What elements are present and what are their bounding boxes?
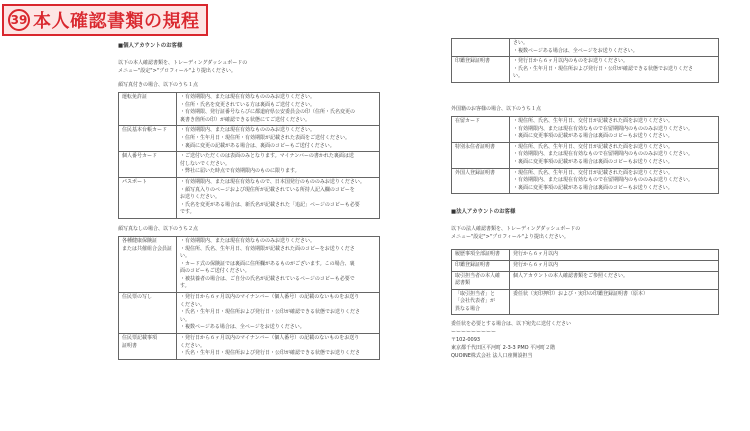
company-dept: QUOINE株式会社 法人口座開設担当 — [451, 353, 533, 360]
doc-name: 個人番号カード — [119, 152, 177, 178]
table-row — [452, 39, 719, 57]
photo-id-table — [118, 92, 380, 219]
right-column — [451, 38, 719, 360]
foreign-id-table — [451, 116, 719, 194]
divider: ーーーーーーーーー — [451, 329, 497, 336]
doc-requirements: ・現住所、氏名、生年月日、交付日が記載された面をお送りください。 ・有効期限内、または現在有効なもので在留期間内のもののみお送りください。 ・裏面に変更事項の記載がある場合は裏面のコピーもお送りください。 — [510, 168, 719, 194]
table-row — [452, 260, 719, 271]
personal-intro: 以下の本人確認書類を、トレーディングダッシュボードの メニュー"設定">"プロフィール"より提出ください。 — [118, 60, 248, 74]
doc-requirements: ・有効期限内、または現在有効なもののみお送りください。 ・住所・生年月日・現住所・有効期限が記載された表面をご送付ください。 ・裏面に変更の記載がある場合は、裏面のコピーもご送付ください。 — [177, 126, 380, 152]
continued-table — [451, 38, 719, 83]
doc-requirements: 委任状（実印押印）および・実印の印鑑登録証明書（原本） — [510, 289, 719, 315]
table-row — [119, 93, 380, 126]
table-row — [452, 168, 719, 194]
doc-name: 印鑑登録証明書 — [452, 57, 510, 83]
table-row — [119, 334, 380, 360]
table-row — [452, 250, 719, 261]
doc-name: 取引担当者の本人確 認書類 — [452, 271, 510, 289]
doc-requirements: ・現住所、氏名、生年月日、交付日が記載された面をお送りください。 ・有効期限内、または現在有効なもので在留期間内のもののみお送りください。 ・裏面に変更事項の記載がある場合は裏面のコピーもお送りください。 — [510, 116, 719, 142]
doc-requirements: さい。 ・複数ページある場合は、全ページをお送りください。 — [510, 39, 719, 57]
doc-name: 運転免許証 — [119, 93, 177, 126]
doc-name: 履歴事項全部証明書 — [452, 250, 510, 261]
page-title: 本人確認書類の規程 — [33, 11, 200, 32]
foreign-id-label: 外国籍のお客様の場合、以下のうち１点 — [451, 105, 542, 112]
doc-requirements: ・有効期限内、または現在有効なもので、日本国発行のもののみお送りください。 ・顔写真入りのページおよび現住所が記載されている所持人記入欄のコピーを お送りください。 ・氏名を変更がある場合は、新氏名が記載された「追記」ページのコピーも必要 です。 — [177, 177, 380, 218]
doc-requirements: ・現住所、氏名、生年月日、交付日が記載された面をお送りください。 ・有効期限内、または現在有効なもので在留期間内のもののみお送りください。 ・裏面に変更事項の記載がある場合は裏面のコピーもお送りください。 — [510, 142, 719, 168]
table-row — [452, 142, 719, 168]
doc-name: 住民票の写し — [119, 293, 177, 334]
doc-name: 外国人登録証明書 — [452, 168, 510, 194]
table-row — [452, 116, 719, 142]
doc-requirements: ・発行日から６ヶ月以内のものをお送りください。 ・氏名・生年月日・現住所および発行日・公印が確認できる状態でお送りくださ い。 — [510, 57, 719, 83]
corporate-docs-table — [451, 249, 719, 315]
table-row — [119, 126, 380, 152]
doc-requirements: 発行から６ヶ月以内 — [510, 250, 719, 261]
left-column — [118, 42, 380, 360]
mailing-note: 委任状を必要とする場合は、以下宛先に送付ください — [451, 321, 572, 328]
doc-requirements: 個人アカウントの本人確認書類をご参照ください。 — [510, 271, 719, 289]
photo-id-label: 顔写真付きの場合、以下のうち１点 — [118, 82, 199, 88]
doc-name: パスポート — [119, 177, 177, 218]
doc-name: 住民票記載事項 証明書 — [119, 334, 177, 360]
doc-requirements: ・ご送付いただくのは表面のみとなります。マイナンバーの書かれた裏面は送 付しないでください。 ・弊社に届いた時点で有効期限内のものに限ります。 — [177, 152, 380, 178]
table-row — [452, 289, 719, 315]
table-row — [119, 152, 380, 178]
doc-name: 特別永住者証明書 — [452, 142, 510, 168]
doc-requirements: ・発行日から６ヶ月以内のマイナンバー（個人番号）の記載のないものをお送り ください。 ・氏名・生年月日・現住所および発行日・公印が確認できる状態でお送りくださ い。 ・複数ページある場合は、全ページをお送りください。 — [177, 293, 380, 334]
doc-requirements: ・有効期限内、または現在有効なもののみお送りください。 ・住所・氏名を変更されている方は裏面もご送付ください。 ・有効期限、発行証番号ならびに都道府県公安委員会の印（住所・氏名変更の 裏書き箇所の印）が確認できる状態にてご送付ください。 — [177, 93, 380, 126]
doc-requirements: ・発行日から６ヶ月以内のマイナンバー（個人番号）の記載のないものをお送り ください。 ・氏名・生年月日・現住所および発行日・公印が確認できる状態でお送りくださ — [177, 334, 380, 360]
table-row — [452, 57, 719, 83]
doc-name: 各種健康保険証 または共催組合会員証 — [119, 236, 177, 292]
doc-requirements: ・有効期限内、または現在有効なもののみお送りください。 ・現住所、氏名、生年月日、有効期限が記載された面のコピーをお送りくださ い。 ・カード式の保険証では裏面に住所欄があるものがございます。この場合、裏 面のコピーもご送付ください。 ・被扶養者の場合は、ご自分の氏名が記載されているページのコピーも必要で す。 — [177, 236, 380, 292]
table-row — [119, 177, 380, 218]
table-row — [119, 293, 380, 334]
no-photo-id-table — [118, 236, 380, 360]
section-number-badge: 39 — [8, 9, 30, 31]
doc-name: 印鑑登録証明書 — [452, 260, 510, 271]
table-row — [119, 236, 380, 292]
postal-code: 〒102-0093 — [451, 337, 481, 344]
doc-requirements: 発行から６ヶ月以内 — [510, 260, 719, 271]
no-photo-id-label: 顔写真なしの場合、以下のうち２点 — [118, 225, 199, 232]
street-address: 東京都千代田区平河町 2-3-3 PMO 平河町２階 — [451, 345, 556, 352]
doc-name — [452, 39, 510, 57]
doc-name: 在留カード — [452, 116, 510, 142]
doc-name: 住民基本台帳カード — [119, 126, 177, 152]
doc-name: 「取引担当者」と 「会社代表者」が 異なる場合 — [452, 289, 510, 315]
personal-section-title: ■個人アカウントのお客様 — [118, 43, 183, 49]
mailing-address-block — [451, 320, 719, 360]
corporate-section-title: ■法人アカウントのお客様 — [451, 209, 516, 216]
page-header — [2, 4, 208, 36]
table-row — [452, 271, 719, 289]
corporate-intro: 以下の法人確認書類を、トレーディングダッシュボードの メニュー"設定">"プロフィール"より提出ください。 — [451, 226, 581, 241]
